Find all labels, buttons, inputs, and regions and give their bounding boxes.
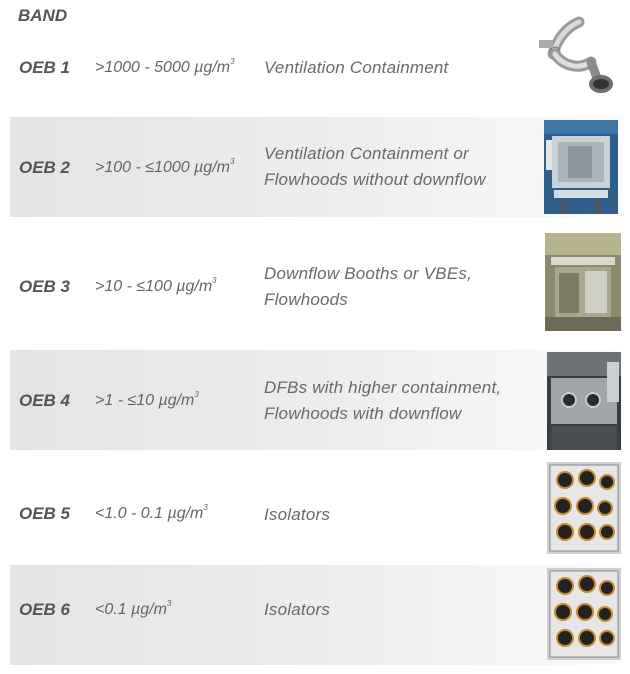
control-description: Downflow Booths or VBEs, Flowhoods: [264, 264, 472, 309]
exposure-range: >100 - ≤1000 $\mu g/m^3$: [95, 157, 235, 176]
table-row-oeb-1: [10, 36, 622, 102]
table-row-oeb-4: [10, 350, 622, 450]
extraction-arm-icon: [535, 14, 627, 100]
band-label: OEB 2: [19, 158, 71, 177]
exposure-range: >1 - ≤10 $\mu g/m^3$: [95, 390, 199, 409]
band-label: OEB 4: [19, 391, 71, 410]
control-description: Isolators: [264, 505, 331, 524]
table-row-oeb-5: [10, 462, 622, 562]
isolator-glovebox-icon: [547, 568, 621, 660]
exposure-range: >10 - ≤100 $\mu g/m^3$: [95, 276, 217, 295]
band-label: OEB 5: [19, 504, 71, 523]
control-description: Isolators: [264, 600, 331, 619]
band-header: BAND: [18, 6, 68, 25]
band-label: OEB 3: [19, 277, 71, 296]
isolator-glovebox-icon: [547, 462, 621, 554]
exposure-range: <1.0 - 0.1 $\mu g/m^3$: [95, 503, 208, 522]
flowhood-cabinet-icon: [544, 120, 618, 214]
control-description: DFBs with higher containment, Flowhoods with downflow: [264, 378, 502, 423]
table-row-oeb-3: [10, 231, 622, 331]
band-label: OEB 1: [19, 58, 71, 77]
exposure-range: >1000 - 5000 $\mu g/m^3$: [95, 57, 235, 76]
downflow-booth-icon: [545, 233, 621, 331]
table-row-oeb-2: [10, 117, 622, 217]
control-description: Ventilation Containment: [264, 58, 449, 77]
containment-booth-icon: [547, 352, 621, 450]
table-row-oeb-6: [10, 565, 622, 665]
control-description: Ventilation Containment or Flowhoods without downflow: [264, 144, 486, 189]
exposure-range: <0.1 $\mu g/m^3$: [95, 599, 172, 618]
band-label: OEB 6: [19, 600, 71, 619]
